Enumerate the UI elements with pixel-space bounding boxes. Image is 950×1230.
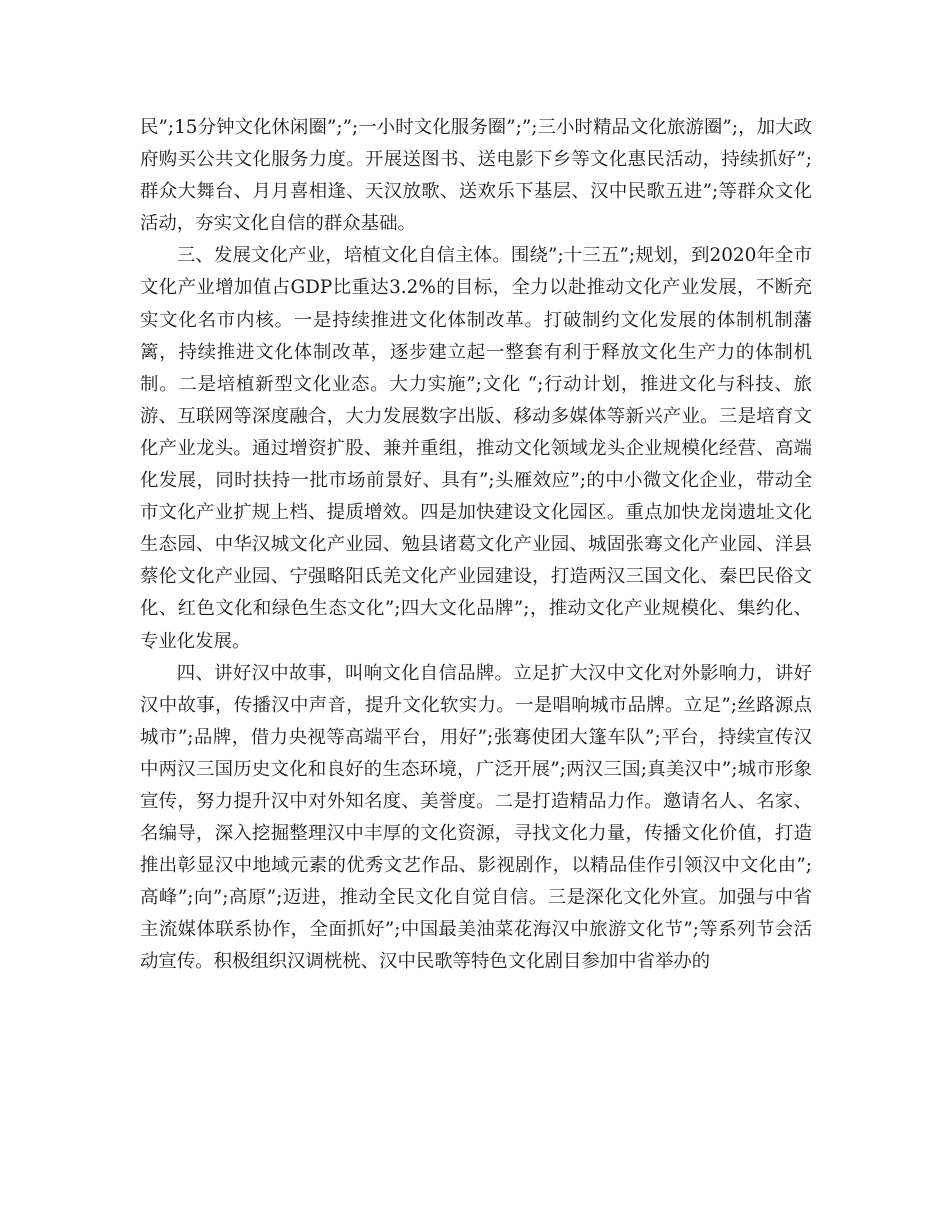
document-page	[140, 112, 812, 979]
paragraph-section-four: 四、讲好汉中故事，叫响文化自信品牌。立足扩大汉中文化对外影响力，讲好汉中故事，传播汉中声音，提升文化软实力。一是唱响城市品牌。立足”;丝路源点城市”;品牌，借力央视等高端平台，用好”;张骞使团大篷车队”;平台，持续宣传汉中两汉三国历史文化和良好的生态环境，广泛开展”;两汉三国;真美汉中”;城市形象宣传，努力提升汉中对外知名度、美誉度。二是打造精品力作。邀请名人、名家、名编导，深入挖掘整理汉中丰厚的文化资源，寻找文化力量，传播文化价值，打造推出彰显汉中地域元素的优秀文艺作品、影视剧作，以精品佳作引领汉中文化由”;高峰”;向”;高原”;迈进，推动全民文化自觉自信。三是深化文化外宣。加强与中省主流媒体联系协作，全面抓好”;中国最美油菜花海汉中旅游文化节”;等系列节会活动宣传。积极组织汉调桄桄、汉中民歌等特色文化剧目参加中省举办的	[140, 662, 812, 973]
paragraph-continuation: 民”;15分钟文化休闲圈”;”;一小时文化服务圈”;”;三小时精品文化旅游圈”;，加大政府购买公共文化服务力度。开展送图书、送电影下乡等文化惠民活动，持续抓好”;群众大舞台、月月喜相逢、天汉放歌、送欢乐下基层、汉中民歌五进”;等群众文化活动，夯实文化自信的群众基础。	[140, 117, 812, 235]
paragraph-section-three: 三、发展文化产业，培植文化自信主体。围绕”;十三五”;规划，到2020年全市文化产业增加值占GDP比重达3.2%的目标，全力以赴推动文化产业发展，不断充实文化名市内核。一是持续推进文化体制改革。打破制约文化发展的体制机制藩篱，持续推进文化体制改革，逐步建立起一整套有利于释放文化生产力的体制机制。二是培植新型文化业态。大力实施”;文化 “;行动计划，推进文化与科技、旅游、互联网等深度融合，大力发展数字出版、移动多媒体等新兴产业。三是培育文化产业龙头。通过增资扩股、兼并重组，推动文化领域龙头企业规模化经营、高端化发展，同时扶持一批市场前景好、具有”;头雁效应”;的中小微文化企业，带动全市文化产业扩规上档、提质增效。四是加快建设文化园区。重点加快龙岗遗址文化生态园、中华汉城文化产业园、勉县诸葛文化产业园、城固张骞文化产业园、洋县蔡伦文化产业园、宁强略阳氐羌文化产业园建设，打造两汉三国文化、秦巴民俗文化、红色文化和绿色生态文化”;四大文化品牌”;，推动文化产业规模化、集约化、专业化发展。	[140, 245, 812, 652]
